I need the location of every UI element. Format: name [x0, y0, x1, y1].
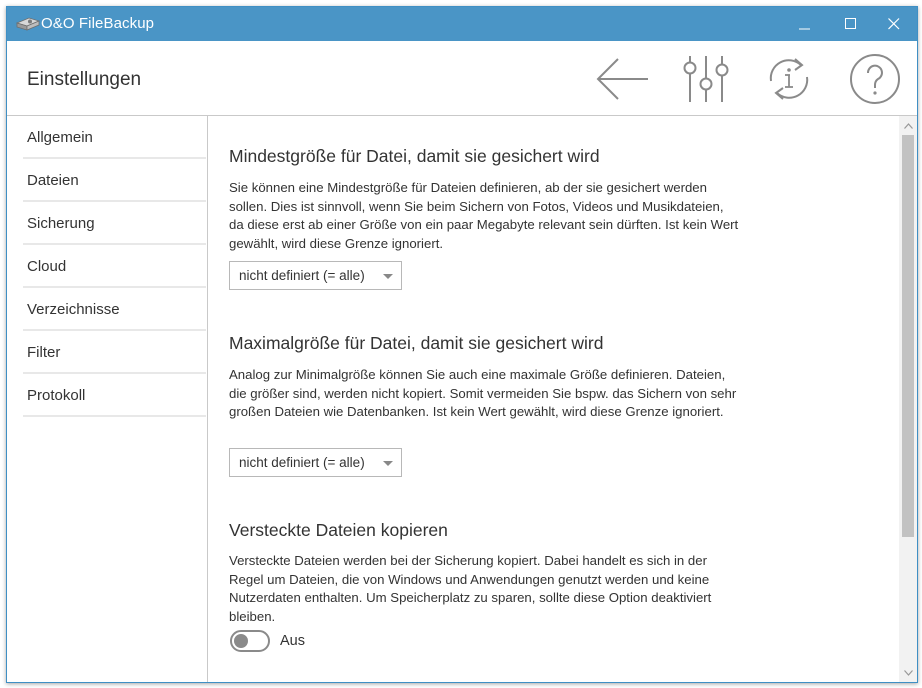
chevron-down-icon	[383, 461, 393, 466]
info-refresh-icon	[761, 53, 817, 105]
settings-sliders-icon	[680, 54, 732, 104]
minimize-button[interactable]	[782, 7, 828, 41]
scrollbar-thumb[interactable]	[902, 135, 914, 537]
info-button[interactable]	[761, 51, 817, 107]
hidden-files-toggle-label: Aus	[280, 633, 305, 649]
hidden-files-description: Versteckte Dateien werden bei der Sicherung kopiert. Dabei handelt es sich in der Regel um Dateien, die von Windows und Anwendungen genutzt werden und keine Nutzerdaten enthalten. Um Speicherplatz zu sparen, sollte diese Option deaktiviert bleiben.	[229, 553, 712, 624]
page-header	[7, 41, 917, 116]
min-size-dropdown[interactable]	[229, 261, 402, 290]
sidebar-item-protokoll[interactable]: Protokoll	[23, 374, 206, 417]
sidebar-item-sicherung[interactable]: Sicherung	[23, 202, 206, 245]
sidebar-item-allgemein[interactable]: Allgemein	[23, 116, 206, 159]
app-window	[6, 6, 918, 683]
min-size-title: Mindestgröße für Datei, damit sie gesichert wird	[229, 146, 600, 166]
close-icon	[888, 18, 900, 30]
settings-button[interactable]	[679, 51, 733, 107]
hidden-files-toggle[interactable]	[230, 630, 270, 652]
max-size-title: Maximalgröße für Datei, damit sie gesichert wird	[229, 333, 604, 353]
sidebar-item-verzeichnisse[interactable]: Verzeichnisse	[23, 288, 206, 331]
maximize-button[interactable]	[828, 7, 874, 41]
min-size-description: Sie können eine Mindestgröße für Dateien definieren, ab der sie gesichert werden sollen. Dies ist sinnvoll, wenn Sie beim Sichern von Fotos, Videos und Musikdateien, da diese erst ab einer Größe von ein paar Megabyte relevant sein dürften. Ist kein Wert gewählt, wird diese Grenze ignoriert.	[229, 180, 739, 251]
max-size-dropdown-value: nicht definiert (= alle)	[239, 455, 365, 470]
max-size-description: Analog zur Minimalgröße können Sie auch eine maximale Größe definieren. Dateien, die größer sind, werden nicht kopiert. Somit vermeiden Sie bspw. das Sichern von sehr großen Dateien wie Datenbanken. Ist kein Wert gewählt, wird diese Grenze ignoriert.	[229, 367, 737, 419]
scroll-down-button[interactable]	[899, 665, 917, 681]
hidden-files-title: Versteckte Dateien kopieren	[229, 520, 448, 540]
hard-drive-icon	[15, 15, 41, 33]
help-icon	[848, 52, 902, 106]
close-button[interactable]	[871, 7, 917, 41]
scroll-up-button[interactable]	[899, 118, 917, 134]
settings-content	[209, 116, 899, 683]
page-title: Einstellungen	[27, 69, 142, 90]
chevron-down-icon	[904, 670, 913, 676]
window-title: O&O FileBackup	[41, 15, 155, 32]
chevron-up-icon	[904, 123, 913, 129]
sidebar-nav	[7, 116, 208, 683]
back-arrow-icon	[594, 57, 650, 101]
toggle-knob	[234, 634, 248, 648]
min-size-dropdown-value: nicht definiert (= alle)	[239, 268, 365, 283]
back-button[interactable]	[593, 51, 651, 107]
vertical-scrollbar[interactable]	[899, 116, 917, 683]
sidebar-item-cloud[interactable]: Cloud	[23, 245, 206, 288]
sidebar-item-dateien[interactable]: Dateien	[23, 159, 206, 202]
title-bar[interactable]	[7, 7, 917, 41]
chevron-down-icon	[383, 274, 393, 279]
max-size-dropdown[interactable]	[229, 448, 402, 477]
help-button[interactable]	[847, 51, 903, 107]
minimize-icon	[799, 18, 811, 30]
maximize-icon	[845, 18, 857, 30]
sidebar-item-filter[interactable]: Filter	[23, 331, 206, 374]
